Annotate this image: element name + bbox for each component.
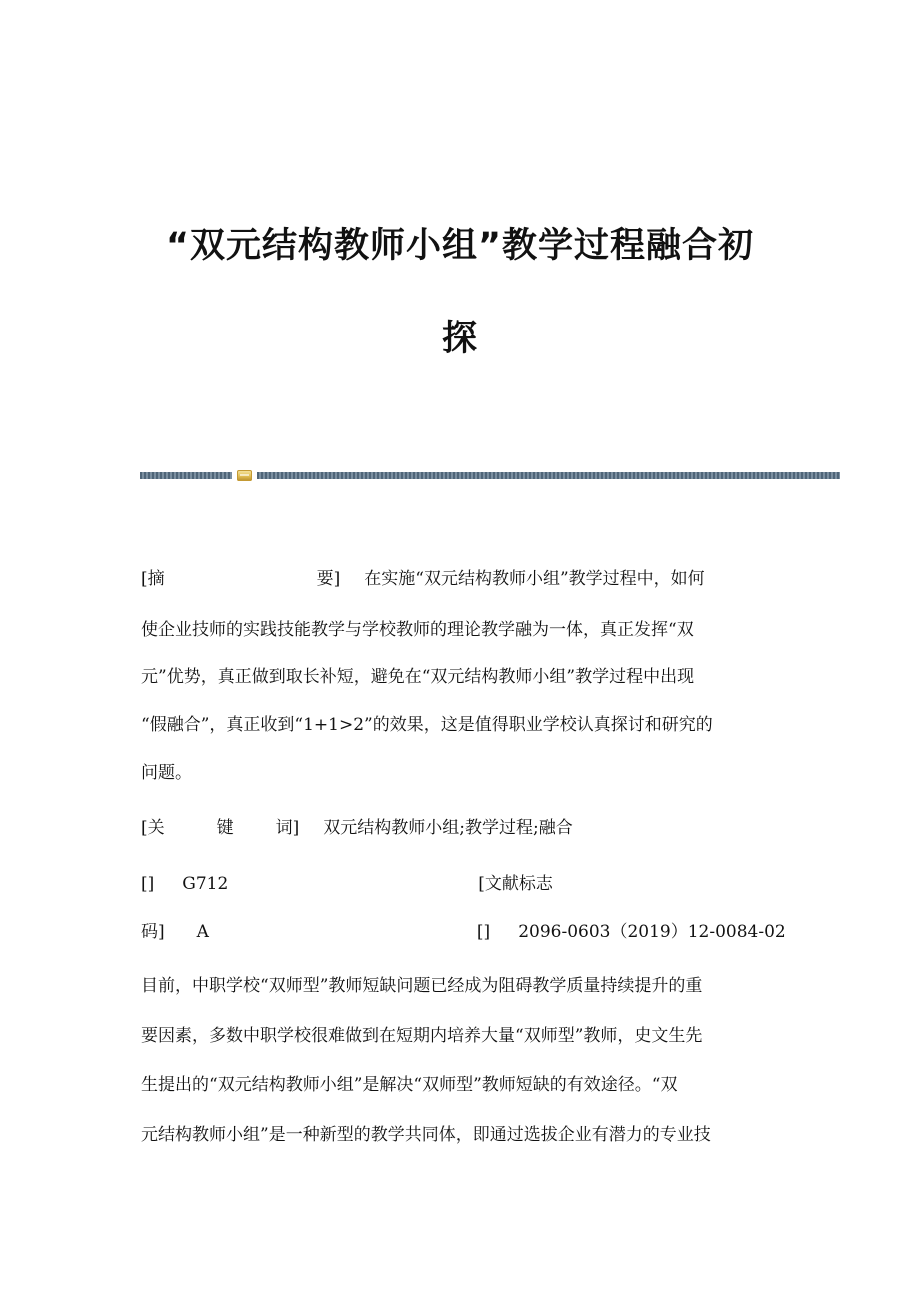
abstract-line-5: 问题。 bbox=[141, 763, 192, 783]
divider-bar-right bbox=[257, 472, 840, 479]
body-line-4: 元结构教师小组”是一种新型的教学共同体，即通过选拔企业有潜力的专业技 bbox=[141, 1125, 711, 1145]
article-number-label: [] bbox=[476, 922, 491, 942]
gem-ornament-icon bbox=[237, 470, 252, 481]
article-title-line-1: “双元结构教师小组”教学过程融合初 bbox=[165, 226, 754, 266]
body-line-2: 要因素，多数中职学校很难做到在短期内培养大量“双师型”教师，史文生先 bbox=[141, 1026, 703, 1046]
classification-line-1 bbox=[141, 873, 553, 895]
abstract-line-4: “假融合”，真正收到“1+1>2”的效果，这是值得职业学校认真探讨和研究的 bbox=[141, 715, 713, 735]
decorative-divider bbox=[140, 470, 840, 481]
document-code-label-b: 码] bbox=[141, 922, 165, 942]
abstract-label-close: 要] bbox=[316, 569, 341, 589]
abstract-text-line-1: 在实施“双元结构教师小组”教学过程中，如何 bbox=[364, 569, 705, 589]
classification-line-2 bbox=[141, 921, 786, 943]
abstract-line-1 bbox=[141, 568, 705, 590]
classification-value: G712 bbox=[182, 874, 229, 894]
keywords-label-c: 词] bbox=[275, 818, 300, 838]
abstract-line-2: 使企业技师的实践技能教学与学校教师的理论教学融为一体，真正发挥“双 bbox=[141, 620, 694, 640]
document-code-value: A bbox=[196, 922, 209, 942]
article-number-value: 2096-0603（2019）12-0084-02 bbox=[518, 922, 786, 942]
classification-label: [] bbox=[141, 874, 155, 894]
body-line-3: 生提出的“双元结构教师小组”是解决“双师型”教师短缺的有效途径。“双 bbox=[141, 1075, 678, 1095]
abstract-line-3: 元”优势，真正做到取长补短，避免在“双元结构教师小组”教学过程中出现 bbox=[141, 667, 695, 687]
keywords-line bbox=[141, 817, 573, 839]
article-title-line-2: 探 bbox=[441, 319, 478, 359]
divider-bar-left bbox=[140, 472, 232, 479]
abstract-label-open: [摘 bbox=[141, 569, 165, 589]
document-code-label-a: [文献标志 bbox=[478, 874, 553, 894]
keywords-label-a: [关 bbox=[141, 818, 165, 838]
keywords-label-b: 键 bbox=[216, 818, 234, 838]
keywords-value: 双元结构教师小组;教学过程;融合 bbox=[323, 818, 573, 838]
body-line-1: 目前，中职学校“双师型”教师短缺问题已经成为阻碍教学质量持续提升的重 bbox=[141, 976, 703, 996]
